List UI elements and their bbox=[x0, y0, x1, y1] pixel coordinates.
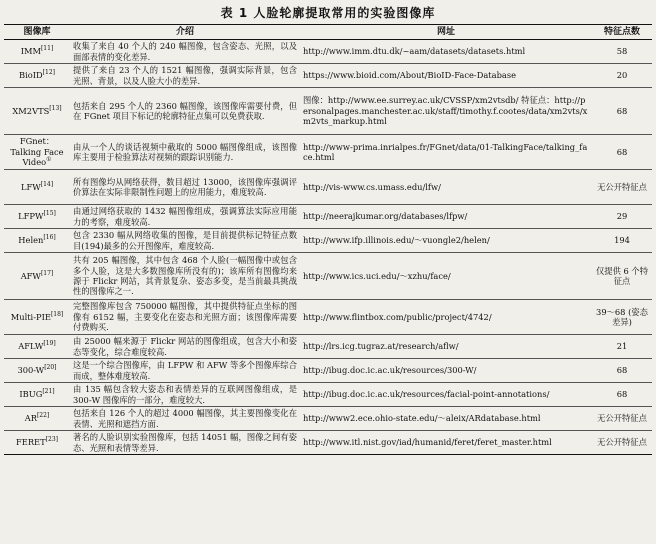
reference-mark: [11] bbox=[40, 45, 54, 53]
table-row bbox=[4, 205, 652, 229]
dataset-table bbox=[4, 24, 652, 455]
dataset-name: Multi-PIE bbox=[10, 311, 51, 322]
feature-point-count: 无公开特征点 bbox=[597, 413, 647, 424]
dataset-url[interactable]: http://neerajkumar.org/databases/lfpw/ bbox=[303, 211, 468, 222]
dataset-description: 收集了来自 40 个人的 240 幅图像，包含姿态、光照，以及面部表情的变化差异. bbox=[73, 41, 297, 62]
dataset-name-cell bbox=[4, 229, 70, 253]
dataset-name-cell bbox=[4, 205, 70, 229]
dataset-name-cell bbox=[4, 170, 70, 205]
header-desc: 介绍 bbox=[175, 26, 194, 37]
dataset-name: FERET bbox=[16, 437, 46, 448]
dataset-name: AFW bbox=[20, 270, 41, 281]
table-header-row bbox=[4, 25, 652, 40]
reference-mark: [15] bbox=[43, 210, 56, 218]
feature-point-count: 无公开特征点 bbox=[597, 437, 647, 448]
dataset-name: Helen bbox=[18, 235, 44, 246]
dataset-url[interactable]: http://ibug.doc.ic.ac.uk/resources/facial-point-annotations/ bbox=[303, 389, 550, 400]
dataset-description: 完整图像库包含 750000 幅图像，其中提供特征点坐标的图像有 6152 幅，主要变化在姿态和光照方面；该图像库需要付费购买. bbox=[73, 301, 297, 333]
dataset-description: 由通过网络获取的 1432 幅图像组成，强调算法实际应用能力的考察，难度较高. bbox=[73, 206, 297, 227]
dataset-url[interactable]: http://www.ics.uci.edu/～xzhu/face/ bbox=[303, 270, 451, 281]
table-row bbox=[4, 88, 652, 135]
reference-mark: [17] bbox=[40, 270, 54, 278]
dataset-name: 300-W bbox=[17, 365, 45, 376]
dataset-url[interactable]: http://www.imm.dtu.dk/~aam/datasets/datasets.html bbox=[303, 46, 526, 57]
feature-point-count: 68 bbox=[616, 389, 628, 400]
feature-point-count: 29 bbox=[616, 211, 628, 222]
table-row bbox=[4, 40, 652, 64]
dataset-description: 这是一个综合图像库，由 LFPW 和 AFW 等多个图像库综合而成，整体难度较高. bbox=[73, 360, 297, 381]
dataset-url[interactable]: http://www.itl.nist.gov/iad/humanid/feret/feret_master.html bbox=[303, 437, 552, 448]
dataset-name-cell bbox=[4, 335, 70, 359]
dataset-url[interactable]: 图像：http://www.ee.surrey.ac.uk/CVSSP/xm2vtsdb/ 特征点：http://personalpages.manchester.ac.uk/staff/timothy.f.cootes/data/xm2vts/xm2vts_markup.html bbox=[303, 95, 588, 127]
dataset-name-cell bbox=[4, 359, 70, 383]
table-row bbox=[4, 170, 652, 205]
dataset-url[interactable]: http://www.ifp.illinois.edu/～vuongle2/helen/ bbox=[303, 235, 490, 246]
feature-point-count: 194 bbox=[614, 235, 630, 246]
dataset-url[interactable]: http://www2.ece.ohio-state.edu/～aleix/ARdatabase.html bbox=[303, 413, 541, 424]
dataset-name: LFW bbox=[20, 181, 41, 192]
feature-point-count: 68 bbox=[616, 365, 628, 376]
dataset-url[interactable]: http://www-prima.inrialpes.fr/FGnet/data/01-TalkingFace/talking_face.html bbox=[303, 141, 588, 162]
dataset-description: 提供了来自 23 个人的 1521 幅图像，强调实际背景，包含光照、背景，以及人脸大小的差异. bbox=[73, 65, 297, 86]
table-title: 表 1 人脸轮廓提取常用的实验图像库 bbox=[220, 6, 436, 20]
reference-mark: [13] bbox=[49, 105, 62, 113]
dataset-name: AFLW bbox=[18, 341, 44, 352]
feature-point-count: 68 bbox=[616, 105, 628, 116]
dataset-url[interactable]: http://www.flintbox.com/public/project/4742/ bbox=[303, 311, 492, 322]
dataset-name: IMM bbox=[20, 46, 41, 57]
dataset-name-cell bbox=[4, 253, 70, 300]
dataset-name: LFPW bbox=[18, 211, 44, 222]
reference-mark: ① bbox=[46, 156, 52, 164]
table-row bbox=[4, 407, 652, 431]
table-row bbox=[4, 64, 652, 88]
reference-mark: [22] bbox=[36, 412, 50, 420]
dataset-description: 所有图像均从网络获得，数目超过 13000，该图像库强调评价算法在实际非限制性问题上的应用能力，难度较高. bbox=[73, 176, 297, 197]
dataset-name: XM2VTS bbox=[12, 105, 50, 116]
dataset-url[interactable]: https://www.bioid.com/About/BioID-Face-Database bbox=[303, 70, 517, 81]
dataset-url[interactable]: http://ibug.doc.ic.ac.uk/resources/300-W/ bbox=[303, 365, 477, 376]
dataset-name-cell bbox=[4, 88, 70, 135]
dataset-name: FGnet：Talking Face Video bbox=[10, 136, 64, 168]
dataset-name-cell bbox=[4, 300, 70, 335]
header-feat: 特征点数 bbox=[603, 26, 640, 37]
feature-point-count: 21 bbox=[616, 341, 628, 352]
table-row bbox=[4, 135, 652, 170]
dataset-description: 包含 2330 幅从网络收集的图像，是目前提供标记特征点数目(194)最多的公开图像库，难度较高. bbox=[73, 230, 297, 251]
feature-point-count: 20 bbox=[616, 70, 628, 81]
reference-mark: [18] bbox=[50, 311, 64, 319]
dataset-description: 由从一个人的谈话视频中截取的 5000 幅图像组成，该图像库主要用于检验算法对视频的跟踪识别能力. bbox=[73, 141, 297, 162]
feature-point-count: 仅提供 6 个特征点 bbox=[595, 265, 649, 286]
feature-point-count: 68 bbox=[616, 146, 628, 157]
table-row bbox=[4, 431, 652, 455]
reference-mark: [20] bbox=[44, 364, 57, 372]
dataset-name-cell bbox=[4, 431, 70, 455]
dataset-name-cell bbox=[4, 135, 70, 170]
reference-mark: [19] bbox=[43, 340, 56, 348]
reference-mark: [14] bbox=[40, 181, 54, 189]
dataset-description: 著名的人脸识别实验图像库，包括 14051 幅，图像之间有姿态、光照和表情等差异. bbox=[73, 432, 297, 453]
table-row bbox=[4, 335, 652, 359]
dataset-description: 包括来自 295 个人的 2360 幅图像，该图像库需要付费，但在 FGnet 项目下标记的轮廓特征点集可以免费获取. bbox=[73, 100, 297, 121]
dataset-name-cell bbox=[4, 407, 70, 431]
dataset-name: IBUG bbox=[19, 389, 43, 400]
table-row bbox=[4, 359, 652, 383]
header-name: 图像库 bbox=[23, 26, 51, 37]
table-row bbox=[4, 229, 652, 253]
dataset-name: AR bbox=[24, 413, 37, 424]
reference-mark: [21] bbox=[42, 388, 55, 396]
feature-point-count: 39～68 (姿态差异) bbox=[596, 306, 648, 327]
table-row bbox=[4, 253, 652, 300]
dataset-name-cell bbox=[4, 64, 70, 88]
reference-mark: [16] bbox=[43, 234, 56, 242]
dataset-url[interactable]: http://vis-www.cs.umass.edu/lfw/ bbox=[303, 181, 441, 192]
reference-mark: [12] bbox=[42, 69, 55, 77]
table-row bbox=[4, 383, 652, 407]
dataset-name: BioID bbox=[18, 70, 43, 81]
reference-mark: [23] bbox=[45, 436, 58, 444]
dataset-name-cell bbox=[4, 40, 70, 64]
dataset-description: 由 25000 幅来源于 Flickr 网站的图像组成，包含大小和姿态等变化，综合难度较高. bbox=[73, 336, 297, 357]
dataset-description: 共有 205 幅图像，其中包含 468 个人脸(一幅图像中或包含多个人脸，这是大多数图像库所没有的)；该库所有图像均来源于 Flickr 网站，其背景复杂、姿态多变，是当前最具挑战性的图像库之一. bbox=[73, 255, 297, 297]
feature-point-count: 58 bbox=[616, 46, 628, 57]
dataset-description: 包括来自 126 个人的超过 4000 幅图像，其主要图像变化在表情、光照和遮挡方面. bbox=[73, 408, 297, 429]
header-url: 网址 bbox=[436, 26, 455, 37]
table-row bbox=[4, 300, 652, 335]
dataset-name-cell bbox=[4, 383, 70, 407]
feature-point-count: 无公开特征点 bbox=[597, 181, 647, 192]
dataset-description: 由 135 幅包含较大姿态和表情差异的互联网图像组成，是 300-W 图像库的一部分，难度较大. bbox=[73, 384, 297, 405]
dataset-url[interactable]: http://lrs.icg.tugraz.at/research/aflw/ bbox=[303, 341, 459, 352]
